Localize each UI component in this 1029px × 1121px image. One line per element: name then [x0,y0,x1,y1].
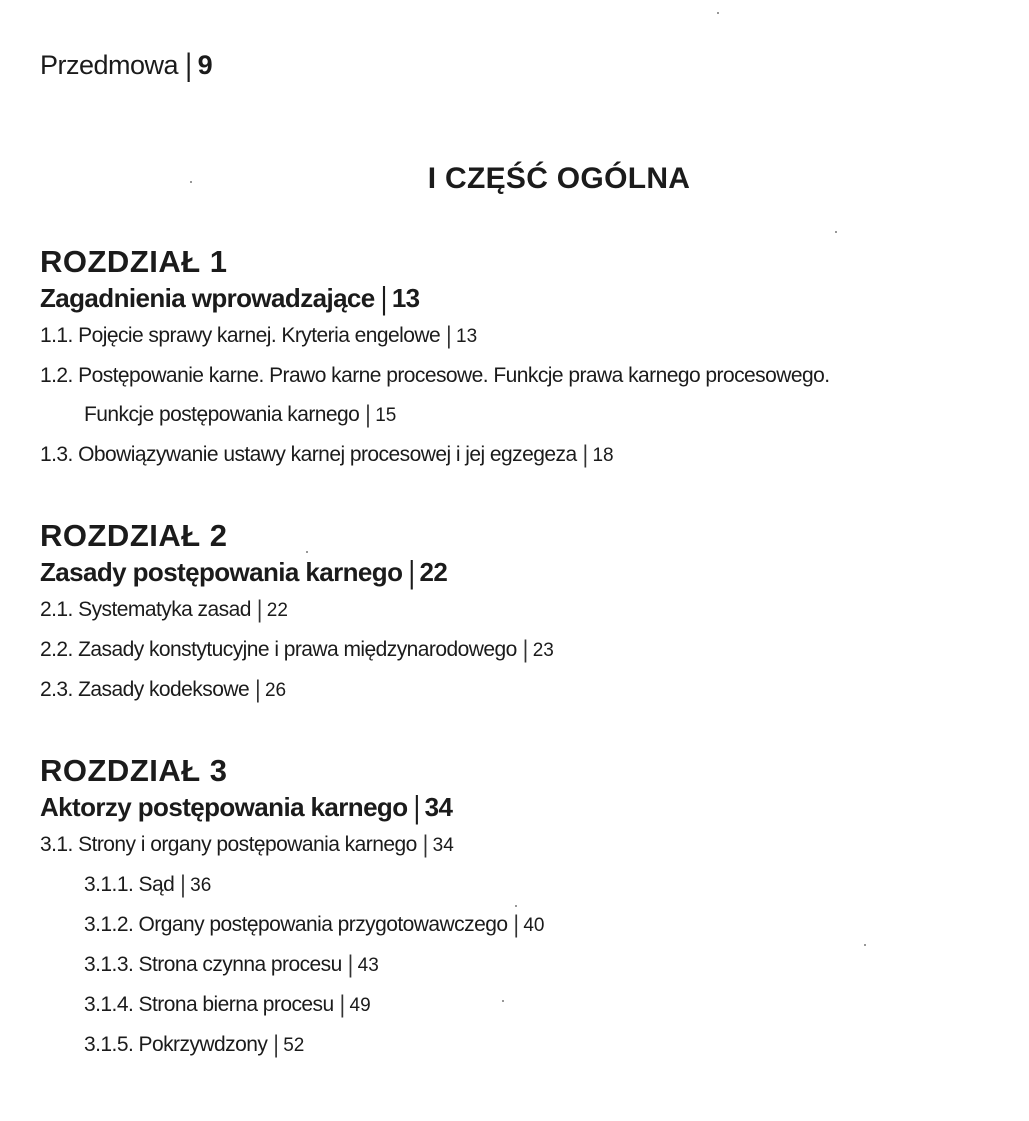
chapter-title-text: Aktorzy postępowania karnego [40,792,408,822]
chapter-title [40,789,1000,825]
scan-speck [717,12,719,14]
entry-text: 3.1.5. Pokrzywdzony [84,1033,268,1056]
page-separator: | [513,910,519,939]
toc-subentry [40,865,1000,905]
entry-text: 3.1.1. Sąd [84,873,175,896]
entry-page: 15 [375,405,397,426]
page-separator: | [339,990,345,1019]
chapter-title-text: Zasady postępowania karnego [40,557,403,587]
toc-entry [40,435,1000,475]
toc-preface-entry [40,47,213,83]
chapter-label: ROZDZIAŁ 1 [40,244,228,279]
entry-text: 2.1. Systematyka zasad [40,598,251,621]
chapter-1 [40,244,1000,475]
toc-entry [40,316,1000,356]
toc-subentry [40,1025,1000,1065]
page-separator: | [413,789,420,825]
entry-text: 1.2. Postępowanie karne. Prawo karne procesowe. Funkcje prawa karnego procesowego. [40,364,830,387]
toc-subentry [40,905,1000,945]
chapter-title-text: Zagadnienia wprowadzające [40,283,375,313]
page-separator: | [422,830,428,859]
toc-entry [40,670,1000,710]
entry-text: 3.1.4. Strona bierna procesu [84,993,334,1016]
page-separator: | [380,280,387,316]
entry-page: 22 [266,600,288,621]
chapter-3 [40,753,1000,1065]
preface-page: 9 [197,50,213,80]
page-separator: | [365,400,371,429]
entry-text: 3.1. Strony i organy postępowania karnego [40,833,417,856]
toc-entry [40,825,1000,865]
page-separator: | [185,47,192,83]
entry-text: 3.1.2. Organy postępowania przygotowawczego [84,913,508,936]
chapter-page: 34 [424,792,453,822]
chapter-label: ROZDZIAŁ 3 [40,753,228,788]
entry-page: 49 [349,995,371,1016]
entry-page: 52 [283,1035,305,1056]
entry-text: 3.1.3. Strona czynna procesu [84,953,342,976]
entry-page: 13 [456,326,478,347]
entry-page: 40 [523,915,545,936]
entry-page: 26 [264,680,287,701]
page-separator: | [522,635,528,664]
entry-text: 1.1. Pojęcie sprawy karnej. Kryteria engelowe [40,324,441,347]
chapter-label: ROZDZIAŁ 2 [40,518,228,553]
entry-page: 18 [592,445,614,466]
toc-subentry [40,945,1000,985]
toc-entry [40,590,1000,630]
chapter-title [40,554,1000,590]
entry-page: 23 [532,640,554,661]
page-separator: | [180,870,186,899]
entry-text: 1.3. Obowiązywanie ustawy karnej procesowej i jej egzegeza [40,443,577,466]
toc-entry [40,356,1000,435]
page-separator: | [582,440,588,469]
toc-entry [40,630,1000,670]
toc-subentry [40,985,1000,1025]
entry-text: 2.2. Zasady konstytucyjne i prawa międzynarodowego [40,638,517,661]
chapter-2 [40,518,1000,710]
entry-page: 43 [357,955,379,976]
entry-text-continued: Funkcje postępowania karnego [84,403,360,426]
page-separator: | [408,554,415,590]
page-separator: | [446,321,452,350]
chapter-page: 13 [391,283,420,313]
scan-speck [835,231,837,233]
chapter-page: 22 [419,557,448,587]
page-separator: | [256,595,262,624]
part-title: I CZĘŚĆ OGÓLNA [427,162,691,195]
chapter-title [40,280,1000,316]
entry-page: 34 [432,835,454,856]
page-separator: | [273,1030,279,1059]
entry-page: 36 [190,875,212,896]
preface-label: Przedmowa [40,50,179,80]
page-separator: | [347,950,353,979]
page-separator: | [255,675,260,704]
entry-text: 2.3. Zasady kodeksowe [40,678,250,701]
